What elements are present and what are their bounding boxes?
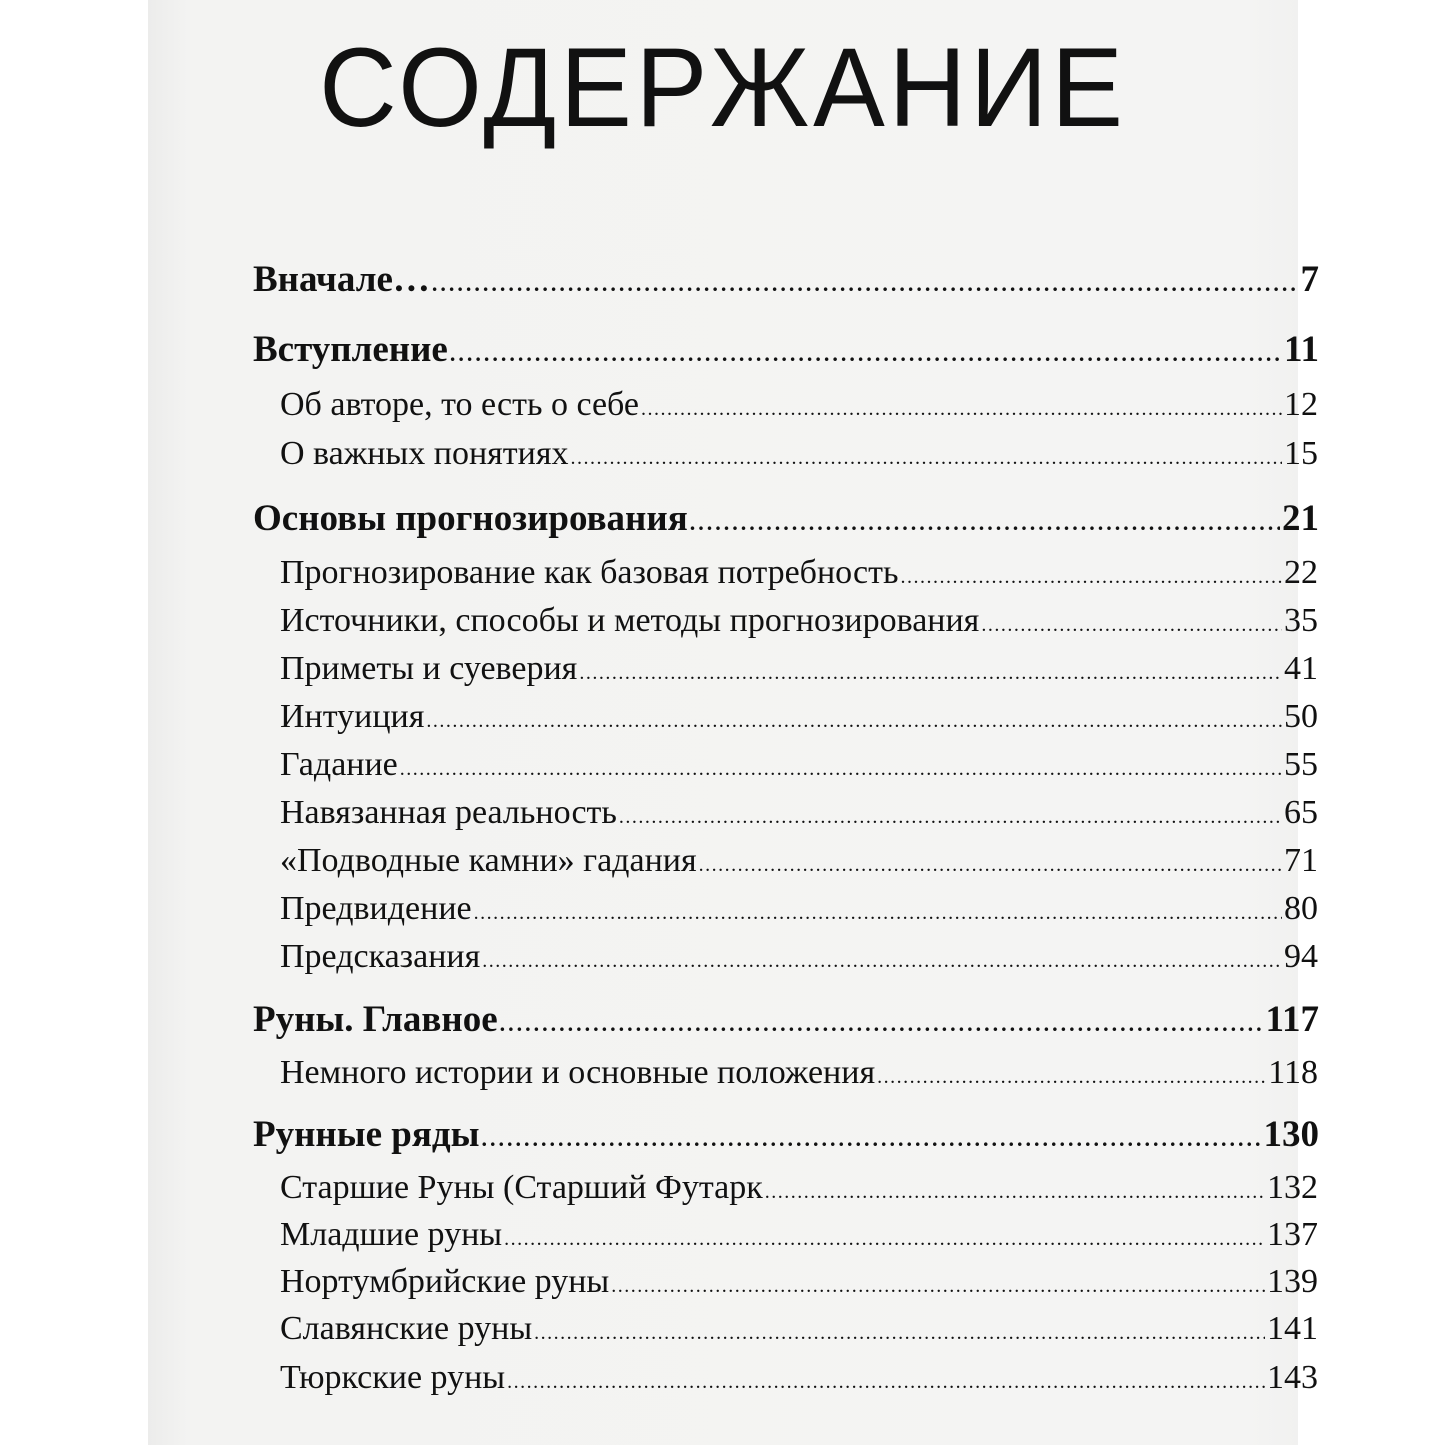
- book-page: [148, 0, 1319, 1445]
- toc-page-number: 50: [1284, 698, 1318, 735]
- dot-leader: [432, 258, 1299, 301]
- dot-leader: [765, 1169, 1265, 1207]
- toc-label: Предвидение: [280, 890, 472, 927]
- dot-leader: [619, 794, 1282, 832]
- toc-section: [280, 842, 1318, 880]
- toc-page-number: 139: [1267, 1263, 1318, 1300]
- dot-leader: [571, 435, 1282, 473]
- toc-section: [280, 698, 1318, 736]
- toc-page-number: 41: [1284, 650, 1318, 687]
- toc-page-number: 22: [1284, 554, 1318, 591]
- toc-label: Младшие руны: [280, 1216, 503, 1253]
- toc-page-number: 80: [1284, 890, 1318, 927]
- toc-label: Славянские руны: [280, 1310, 533, 1347]
- toc-page-number: 117: [1265, 999, 1319, 1040]
- dot-leader: [611, 1263, 1265, 1301]
- dot-leader: [500, 998, 1264, 1041]
- toc-label: Старшие Руны (Старший Футарк: [280, 1169, 763, 1206]
- toc-page-number: 55: [1284, 746, 1318, 783]
- toc-page-number: 11: [1284, 329, 1319, 370]
- toc-page-number: 141: [1267, 1310, 1318, 1347]
- toc-section: [280, 554, 1318, 592]
- toc-label: Прогнозирование как базовая потребность: [280, 554, 899, 591]
- toc-label: Навязанная реальность: [280, 794, 617, 831]
- toc-page-number: 132: [1267, 1169, 1318, 1206]
- dot-leader: [699, 842, 1282, 880]
- toc-page-number: 12: [1284, 386, 1318, 423]
- dot-leader: [690, 497, 1280, 540]
- dot-leader: [981, 602, 1282, 640]
- toc-chapter: [253, 258, 1319, 301]
- toc-section: [280, 602, 1318, 640]
- toc-label: Вступление: [253, 329, 448, 370]
- toc-page-number: 130: [1263, 1114, 1319, 1155]
- toc-page-number: 15: [1284, 435, 1318, 472]
- dot-leader: [450, 328, 1282, 371]
- toc-page-number: 118: [1268, 1054, 1318, 1091]
- toc-chapter: [253, 998, 1319, 1041]
- toc-page-number: 21: [1282, 498, 1319, 539]
- dot-leader: [474, 890, 1282, 928]
- page-title: СОДЕРЖАНИЕ: [319, 25, 1127, 150]
- toc-label: Тюркские руны: [280, 1359, 506, 1396]
- toc-label: О важных понятиях: [280, 435, 569, 472]
- toc-chapter: [253, 497, 1319, 540]
- toc-section: [280, 1216, 1318, 1254]
- dot-leader: [482, 1113, 1262, 1156]
- toc-page-number: 94: [1284, 938, 1318, 975]
- toc-section: [280, 435, 1318, 473]
- dot-leader: [507, 1359, 1265, 1397]
- toc-page-number: 143: [1267, 1359, 1318, 1396]
- toc-section: [280, 386, 1318, 424]
- dot-leader: [877, 1054, 1266, 1092]
- toc-section: [280, 1169, 1318, 1207]
- dot-leader: [400, 746, 1282, 784]
- toc-section: [280, 1054, 1318, 1092]
- toc-section: [280, 650, 1318, 688]
- toc-label: Вначале…: [253, 259, 430, 300]
- toc-section: [280, 890, 1318, 928]
- toc-section: [280, 1310, 1318, 1348]
- toc-section: [280, 1359, 1318, 1397]
- toc-page-number: 35: [1284, 602, 1318, 639]
- toc-label: Немного истории и основные положения: [280, 1054, 876, 1091]
- dot-leader: [482, 938, 1282, 976]
- dot-leader: [579, 650, 1282, 688]
- toc-section: [280, 746, 1318, 784]
- dot-leader: [504, 1216, 1265, 1254]
- toc-chapter: [253, 1113, 1319, 1156]
- toc-label: Руны. Главное: [253, 999, 498, 1040]
- toc-page-number: 71: [1284, 842, 1318, 879]
- toc-page-number: 7: [1300, 259, 1319, 300]
- toc-section: [280, 938, 1318, 976]
- dot-leader: [534, 1310, 1265, 1348]
- toc-label: Основы прогнозирования: [253, 498, 688, 539]
- toc-section: [280, 794, 1318, 832]
- toc-label: Нортумбрийские руны: [280, 1263, 610, 1300]
- toc-label: Об авторе, то есть о себе: [280, 386, 639, 423]
- toc-label: Гадание: [280, 746, 398, 783]
- dot-leader: [900, 554, 1282, 592]
- toc-page-number: 137: [1267, 1216, 1318, 1253]
- toc-label: Предсказания: [280, 938, 481, 975]
- toc-label: Рунные ряды: [253, 1114, 480, 1155]
- toc-section: [280, 1263, 1318, 1301]
- toc-label: «Подводные камни» гадания: [280, 842, 697, 879]
- dot-leader: [641, 386, 1282, 424]
- toc-label: Интуиция: [280, 698, 425, 735]
- toc-page-number: 65: [1284, 794, 1318, 831]
- toc-chapter: [253, 328, 1319, 371]
- toc-label: Приметы и суеверия: [280, 650, 578, 687]
- dot-leader: [426, 698, 1282, 736]
- toc-label: Источники, способы и методы прогнозирования: [280, 602, 980, 639]
